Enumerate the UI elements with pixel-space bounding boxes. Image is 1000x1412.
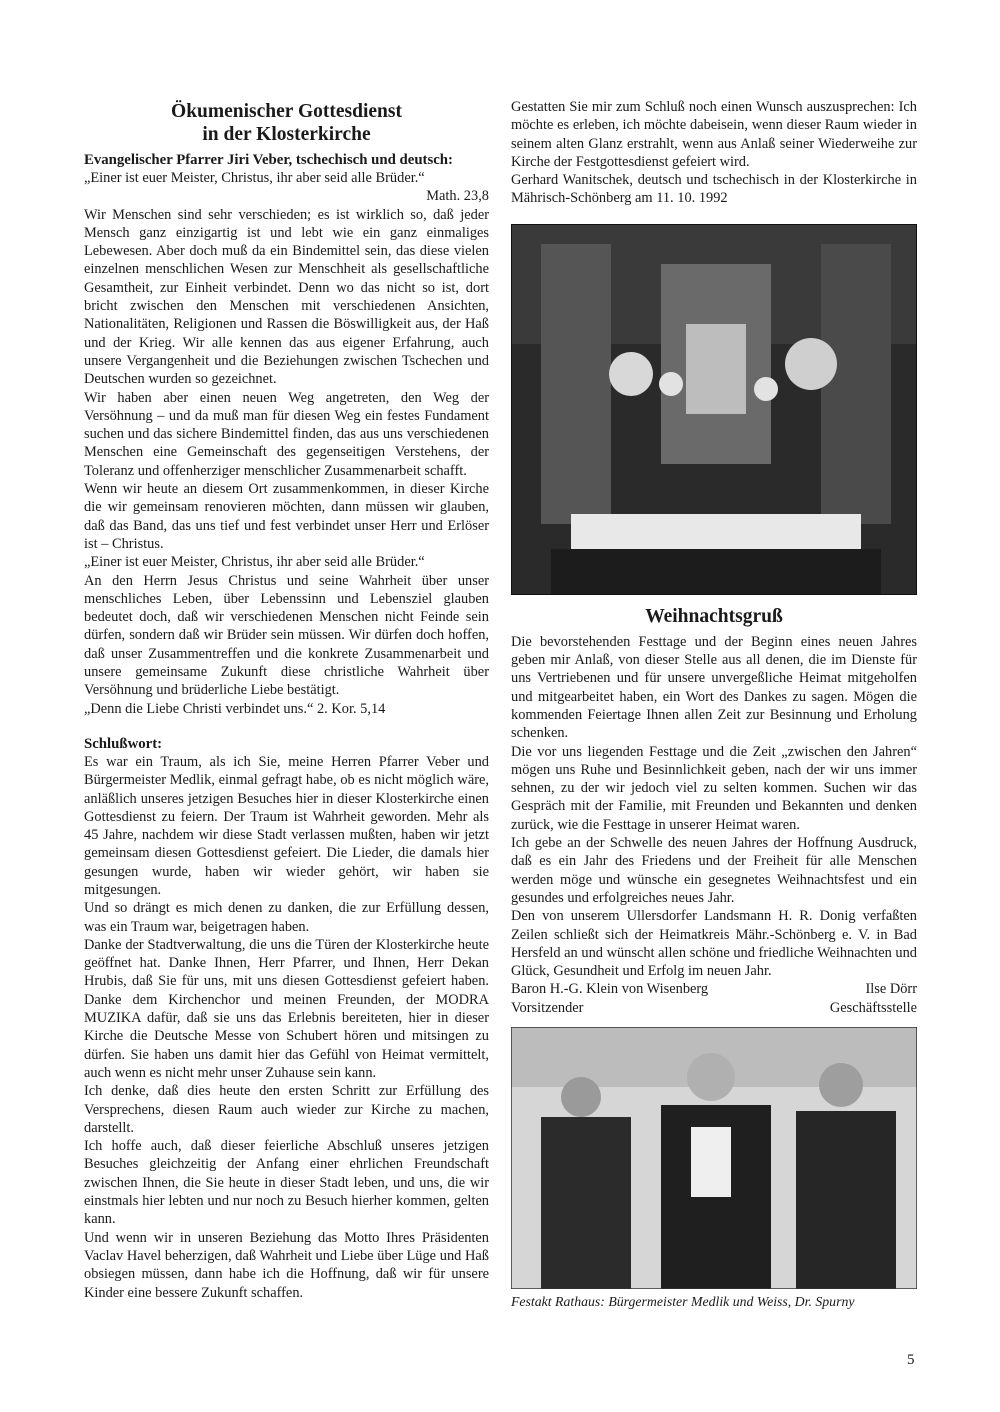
paragraph: Wenn wir heute an diesem Ort zusammenkommen, in dieser Kirche die wir gemeinsam renovieren möchten, dann müssen wir glauben, daß das Band, das uns tief und fest verbindet unser Herr und Erlöser ist – Christus. [84,481,489,552]
title-line-1: Ökumenischer Gottesdienst [171,101,402,122]
weihnacht-title: Weihnachtsgruß [645,605,783,627]
article-subheading: Evangelischer Pfarrer Jiri Veber, tschechisch und deutsch: [84,152,453,168]
bible-quote: „Einer ist euer Meister, Christus, ihr aber seid alle Brüder.“ [84,554,425,571]
author-note: Gerhard Wanitschek, deutsch und tschechisch in der Klosterkirche in Mährisch-Schönberg am 11. 10. 1992 [511,172,917,207]
paragraph: Die vor uns liegenden Festtage und die Zeit „zwischen den Jahren“ mögen uns Ruhe und Besinnlichkeit geben, nach der wir uns immer sehnen, zu der wir jedoch viel zu selten kommen. Suchen wir das Gespräch mit der Familie, mit Freunden und Bekannten und denken zurück, wie die Festtage in unserer Heimat waren. [511,743,917,833]
signer-right-name: Ilse Dörr [865,981,917,998]
altar-photo [511,224,917,595]
bible-quote: „Denn die Liebe Christi verbindet uns.“ 2. Kor. 5,14 [84,700,386,717]
title-line-2: in der Klosterkirche [202,124,371,145]
paragraph: Und wenn wir in unseren Beziehung das Motto Ihres Präsidenten Vaclav Havel beherzigen, daß Wahrheit und Liebe über Lüge und Haß obsiegen müssen, dann habe ich die Hoffnung, daß wir für unsere Kinder eine bessere Zukunft schaffen. [84,1229,489,1301]
paragraph: Ich denke, daß dies heute den ersten Schritt zur Erfüllung des Versprechens, diesen Raum auch wieder zur Kirche zu machen, darstellt. [84,1083,489,1136]
photo-caption: Festakt Rathaus: Bürgermeister Medlik und Weiss, Dr. Spurny [511,1294,855,1310]
right-column [511,98,917,1325]
paragraph: Ich gebe an der Schwelle des neuen Jahres der Hoffnung Ausdruck, daß es ein Jahr des Friedens und der Freiheit für alle Menschen werden möge und wünsche ein gesegnetes Weihnachtsfest und ein gesundes und erfolgreiches neues Jahr. [511,835,917,906]
paragraph: An den Herrn Jesus Christus und seine Wahrheit über unser menschliches Leben, über Lebenssinn und Lebensziel glauben bedeutet doch, daß wir verschiedenen Menschen nicht Feinde sein dürfen, sondern daß wir Brüder sein müssen. Wir dürfen doch hoffen, daß unser Zusammentreffen und die konkrete Zusammenarbeit und unsere gemeinsame Zukunft diese christliche Wahrheit über Versöhnung und brüderliche Liebe bestätigt. [84,572,489,699]
paragraph: Danke der Stadtverwaltung, die uns die Türen der Klosterkirche heute geöffnet hat. Danke Ihnen, Herr Pfarrer, und Ihnen, Herr Dekan Hrubis, daß Sie für uns, mit uns diesen Gottesdienst gefeiert haben. Danke dem Kirchenchor und meinen Freunden, der MODRA MUZIKA dafür, daß sie uns das Erlebnis bereiteten, hier in dieser Kirche die Deutsche Messe von Schubert hören und mitsingen zu dürfen. Sie haben uns damit hier das Gefühl von Heimat vermittelt, auch wenn es nicht mehr unser Zuhause sein kann. [84,936,489,1081]
paragraph: Wir Menschen sind sehr verschieden; es ist wirklich so, daß jeder Mensch ganz einzigartig ist und lebt wie ein ganz einmaliges Lebewesen. Aber doch muß da ein Bindemittel sein, das diese vielen einzelnen menschlichen Wesen zur Menschheit als gesellschaftliche Gesamtheit, zur Einheit verbindet. Denn wo das nicht so ist, dort bricht zwischen den Menschen mit verschiedenen Ansichten, Nationalitäten, Religionen und Rassen die Böswilligkeit aus, der Haß und der Krieg. Wir alle kennen das aus eigener Erfahrung, auch unsere Vergangenheit und die Beziehungen zwischen Tschechen und Deutschen wurden so gezeichnet. [84,206,489,388]
section-heading: Schlußwort: [84,735,163,752]
altar-photo-image [511,224,917,595]
page-number: 5 [907,1352,915,1368]
signer-right-role: Geschäftsstelle [829,999,917,1016]
article-title [84,100,489,146]
spacer [84,718,489,735]
signer-left-name: Baron H.-G. Klein von Wisenberg [511,981,709,998]
left-column [84,94,489,1302]
signature-row [511,980,917,998]
ceremony-photo-image [511,1027,917,1289]
paragraph: Und so drängt es mich denen zu danken, die zur Erfüllung dessen, was ein Traum war, beigetragen haben. [84,900,489,935]
signature-role-row [511,999,917,1017]
paragraph: Gestatten Sie mir zum Schluß noch einen Wunsch auszusprechen: Ich möchte es erleben, ich möchte dabeisein, wenn dieser Raum wieder in seinem alten Glanz erstrahlt, wenn aus Anlaß seiner Wiederweihe zur Kirche der Festgottesdienst gefeiert wird. [511,99,917,170]
signer-left-role: Vorsitzender [511,999,584,1016]
paragraph: Wir haben aber einen neuen Weg angetreten, den Weg der Versöhnung – und da muß man für diesen Weg ein festes Fundament suchen und das sichere Bindemittel finden, das aus uns verschiedenen Menschen eine Gemeinschaft des gegenseitigen Verstehens, der Toleranz und offenherziger menschlicher Zusammenarbeit schafft. [84,389,489,479]
ceremony-photo [511,1027,917,1289]
bible-reference: Math. 23,8 [426,188,489,205]
paragraph: Die bevorstehenden Festtage und der Beginn eines neuen Jahres geben mir Anlaß, von dieser Stelle aus all denen, die im Dienste für uns Vertriebenen und für unsere unvergeßliche Heimat mitgeholfen und mitgearbeitet haben, ein Wort des Dankes zu sagen. Mögen die kommenden Feiertage Ihnen allen Zeit zur Besinnung und Erholung schenken. [511,633,917,742]
paragraph: Ich hoffe auch, daß dieser feierliche Abschluß unseres jetzigen Besuches gleichzeitig der Anfang einer ehrlichen Freundschaft zwischen Ihnen, die Sie heute in dieser Stadt leben, und uns, die wir einstmals hier lebten und nur noch zu Besuch hierher kommen, gelten kann. [84,1138,489,1228]
paragraph: Es war ein Traum, als ich Sie, meine Herren Pfarrer Veber und Bürgermeister Medlik, einmal gefragt habe, ob es nicht möglich wäre, anläßlich unseres jetzigen Besuches hier in dieser Klosterkirche einen Gottesdienst zu feiern. Der Traum ist Wahrheit geworden. Mehr als 45 Jahre, nachdem wir diese Stadt verlassen mußten, haben wir jetzt gemeinsam diesen Gottesdienst gefeiert. Die Lieder, die damals hier gesungen wurde, haben wir wieder gehört, wir haben sie mitgesungen. [84,753,489,898]
paragraph: Den von unserem Ullersdorfer Landsmann H. R. Donig verfaßten Zeilen schließt sich der Heimatkreis Mähr.-Schönberg e. V. in Bad Hersfeld an und wünscht allen schöne und friedliche Weihnachten und Glück, Gesundheit und Erfolg im neuen Jahr. [511,908,917,980]
bible-quote: „Einer ist euer Meister, Christus, ihr aber seid alle Brüder.“ [84,170,425,186]
